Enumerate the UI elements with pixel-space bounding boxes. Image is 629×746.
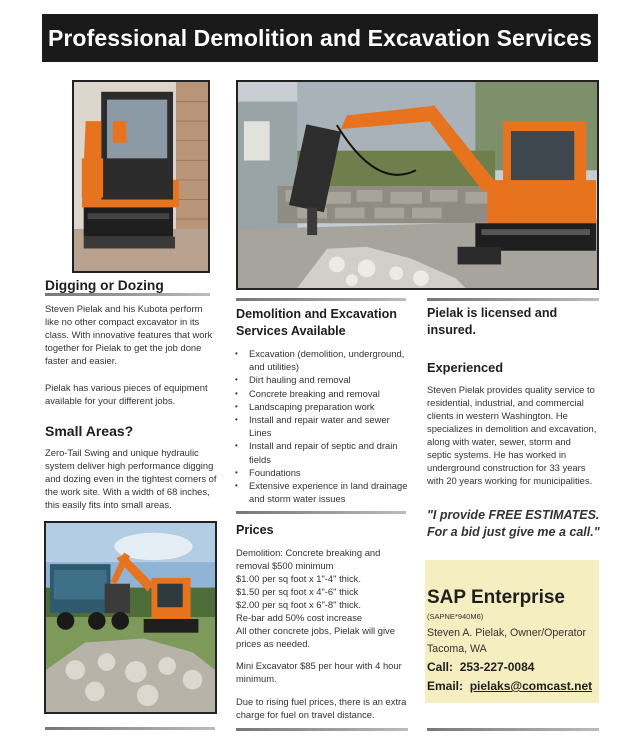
prices-heading: Prices xyxy=(236,523,274,537)
service-item: • Install and repair of septic and drain fields xyxy=(235,439,411,465)
services-list xyxy=(235,347,411,505)
divider-digging xyxy=(45,293,210,296)
quote-line-2: For a bid just give me a call." xyxy=(427,525,600,539)
phone-label: Call: xyxy=(427,660,454,674)
price-line: $1.00 per sq foot x 1"-4" thick. xyxy=(236,573,361,584)
services-heading-line1: Demolition and Excavation xyxy=(236,307,397,321)
experienced-paragraph: Steven Pielak provides quality service to residential, industrial, and commercial clients in western Washington. He specializes in demolition and excavation, along with water, sewer, storm and septic systems. He has worked in underground construction for 33 years with 20 years working for municipalities. xyxy=(427,384,597,486)
divider-services xyxy=(236,298,406,301)
service-item: • Foundations xyxy=(235,466,411,479)
divider-photo-bottom xyxy=(45,727,215,730)
divider-licensed xyxy=(427,298,599,301)
dump-truck-photo xyxy=(44,521,217,714)
experienced-heading: Experienced xyxy=(427,360,504,375)
digging-paragraph-2: Pielak has various pieces of equipment available for your different jobs. xyxy=(45,382,208,406)
digging-heading: Digging or Dozing xyxy=(45,278,164,293)
mini-excavator-rate: Mini Excavator $85 per hour with 4 hour minimum. xyxy=(236,660,402,684)
divider-prices xyxy=(236,511,406,514)
price-line: $2.00 per sq foot x 6"-8" thick. xyxy=(236,599,361,610)
prices-list xyxy=(236,546,411,650)
page-banner xyxy=(42,14,598,62)
price-line: removal $500 minimum xyxy=(236,560,334,571)
price-line: $1.50 per sq foot x 4"-6" thick xyxy=(236,586,359,597)
services-heading-line2: Services Available xyxy=(236,324,346,338)
small-areas-heading: Small Areas? xyxy=(45,423,134,439)
email-line xyxy=(427,679,592,693)
email-link[interactable]: pielaks@comcast.net xyxy=(469,679,593,693)
service-item: • Extensive experience in land drainage and storm water issues xyxy=(235,479,411,505)
services-heading xyxy=(236,306,397,340)
compact-excavator-photo xyxy=(72,80,210,273)
company-name: SAP Enterprise xyxy=(427,587,565,608)
service-item: • Install and repair water and sewer Lines xyxy=(235,413,411,439)
service-item: • Dirt hauling and removal xyxy=(235,373,411,386)
service-item: • Excavation (demolition, underground, and utilities) xyxy=(235,347,411,373)
phone-number[interactable]: 253-227-0084 xyxy=(459,660,535,674)
price-line: prices as needed. xyxy=(236,638,311,649)
owner-city: Tacoma, WA xyxy=(427,643,487,655)
license-number: (SAPNE*940M6) xyxy=(427,612,484,621)
licensed-heading: Pielak is licensed and insured. xyxy=(427,306,558,337)
excavator-breaker-photo xyxy=(236,80,599,290)
phone-line xyxy=(427,660,534,674)
divider-prices-bottom xyxy=(236,728,408,731)
service-item: • Concrete breaking and removal xyxy=(235,387,411,400)
price-line: All other concrete jobs, Pielak will give xyxy=(236,625,395,636)
page-title: Professional Demolition and Excavation Services xyxy=(47,24,593,51)
fuel-surcharge-note: Due to rising fuel prices, there is an extra charge for fuel on travel distance. xyxy=(236,696,407,720)
quote-line-1: "I provide FREE ESTIMATES. xyxy=(427,508,600,522)
service-item: • Landscaping preparation work xyxy=(235,400,411,413)
digging-paragraph-1: Steven Pielak and his Kubota perform like no other compact excavator in its class. With innovative features that work together for Pielak to get the job done faster and easier. xyxy=(45,303,213,366)
owner-name: Steven A. Pielak, Owner/Operator xyxy=(427,627,586,639)
divider-contact-bottom xyxy=(427,728,599,731)
email-label: Email: xyxy=(427,679,464,693)
small-areas-paragraph: Zero-Tail Swing and unique hydraulic system deliver high performance digging and dozing even in the tightest corners of the work site. With a width of 68 inches, this easily fits into small areas. xyxy=(45,447,217,510)
free-estimates-quote xyxy=(427,507,607,541)
price-line: Demolition: Concrete breaking and xyxy=(236,547,381,558)
price-line: Re-bar add 50% cost increase xyxy=(236,612,363,623)
